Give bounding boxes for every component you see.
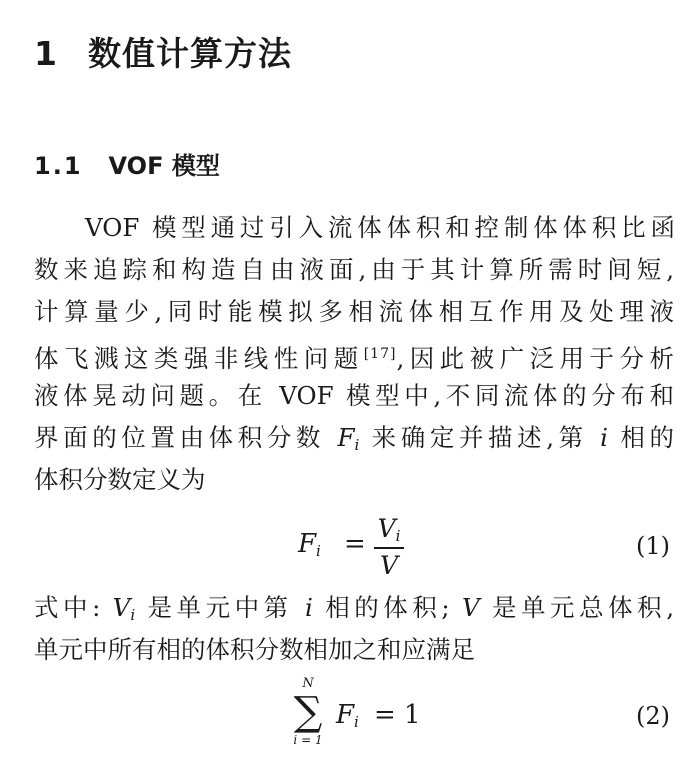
- sum-upper-limit: N: [302, 676, 314, 691]
- math-sub: i: [395, 527, 401, 545]
- equation-number: (2): [636, 702, 670, 730]
- eq1-numerator: [374, 514, 404, 545]
- para1-line-6: [34, 418, 674, 465]
- math-var: V: [377, 514, 396, 543]
- text-span: 是单元总体积,: [479, 593, 675, 622]
- eq1-lhs: [298, 529, 321, 560]
- math-var: i: [305, 593, 313, 622]
- para1-line-3: 计算量少,同时能模拟多相流体相互作用及处理液: [34, 297, 674, 326]
- sum-lower-limit: i = 1: [293, 733, 323, 747]
- text-span: 是单元中第: [135, 593, 306, 622]
- para1-line-4: [34, 334, 674, 379]
- section-heading: [34, 28, 292, 75]
- math-var: V: [461, 593, 480, 622]
- para2-line-2: 单元中所有相的体积分数相加之和应满足: [34, 635, 475, 664]
- math-var: F: [337, 423, 355, 452]
- citation: [17]: [363, 346, 397, 362]
- eq1-fraction: [374, 514, 404, 580]
- para2-line-1: [34, 588, 674, 635]
- math-sub: i: [316, 542, 321, 560]
- section-title: 数值计算方法: [87, 34, 292, 73]
- math-var: F: [298, 529, 317, 559]
- para1-line-5: 液体晃动问题。在 VOF 模型中,不同流体的分布和: [34, 381, 674, 410]
- eq2-rhs: = 1: [374, 700, 421, 730]
- math-sub: i: [354, 713, 359, 731]
- para1-line-2: 数来追踪和构造自由液面,由于其计算所需时间短,: [34, 255, 674, 284]
- eq1-denominator: V: [379, 550, 399, 580]
- subsection-heading: [34, 146, 220, 181]
- math-var: F: [336, 700, 355, 730]
- subsection-number: 1.1: [34, 152, 83, 180]
- text-span: ,因此被广泛用于分析: [396, 344, 674, 373]
- text-span: 相的: [608, 423, 674, 452]
- text-span: 界面的位置由体积分数: [34, 423, 338, 452]
- eq2-term: [336, 700, 359, 731]
- subsection-title: VOF 模型: [108, 152, 220, 180]
- math-var: V: [112, 593, 131, 622]
- text-span: 来确定并描述,第: [359, 423, 601, 452]
- equation-number: (1): [636, 532, 670, 560]
- sigma-symbol: ∑: [293, 689, 323, 735]
- text-span: 式中:: [34, 593, 113, 622]
- math-sub: i: [130, 606, 136, 624]
- section-number: 1: [34, 34, 58, 73]
- text-span: 相的体积;: [312, 593, 462, 622]
- summation: [288, 676, 328, 748]
- para1-line-1: VOF 模型通过引入流体体积和控制体体积比函: [85, 213, 675, 242]
- text-span: 体飞溅这类强非线性问题: [34, 344, 364, 373]
- para1-line-7: 体积分数定义为: [34, 465, 206, 494]
- eq1-equals: =: [344, 529, 366, 559]
- math-var: i: [600, 423, 608, 452]
- math-sub: i: [354, 436, 360, 454]
- fraction-bar: [374, 547, 404, 549]
